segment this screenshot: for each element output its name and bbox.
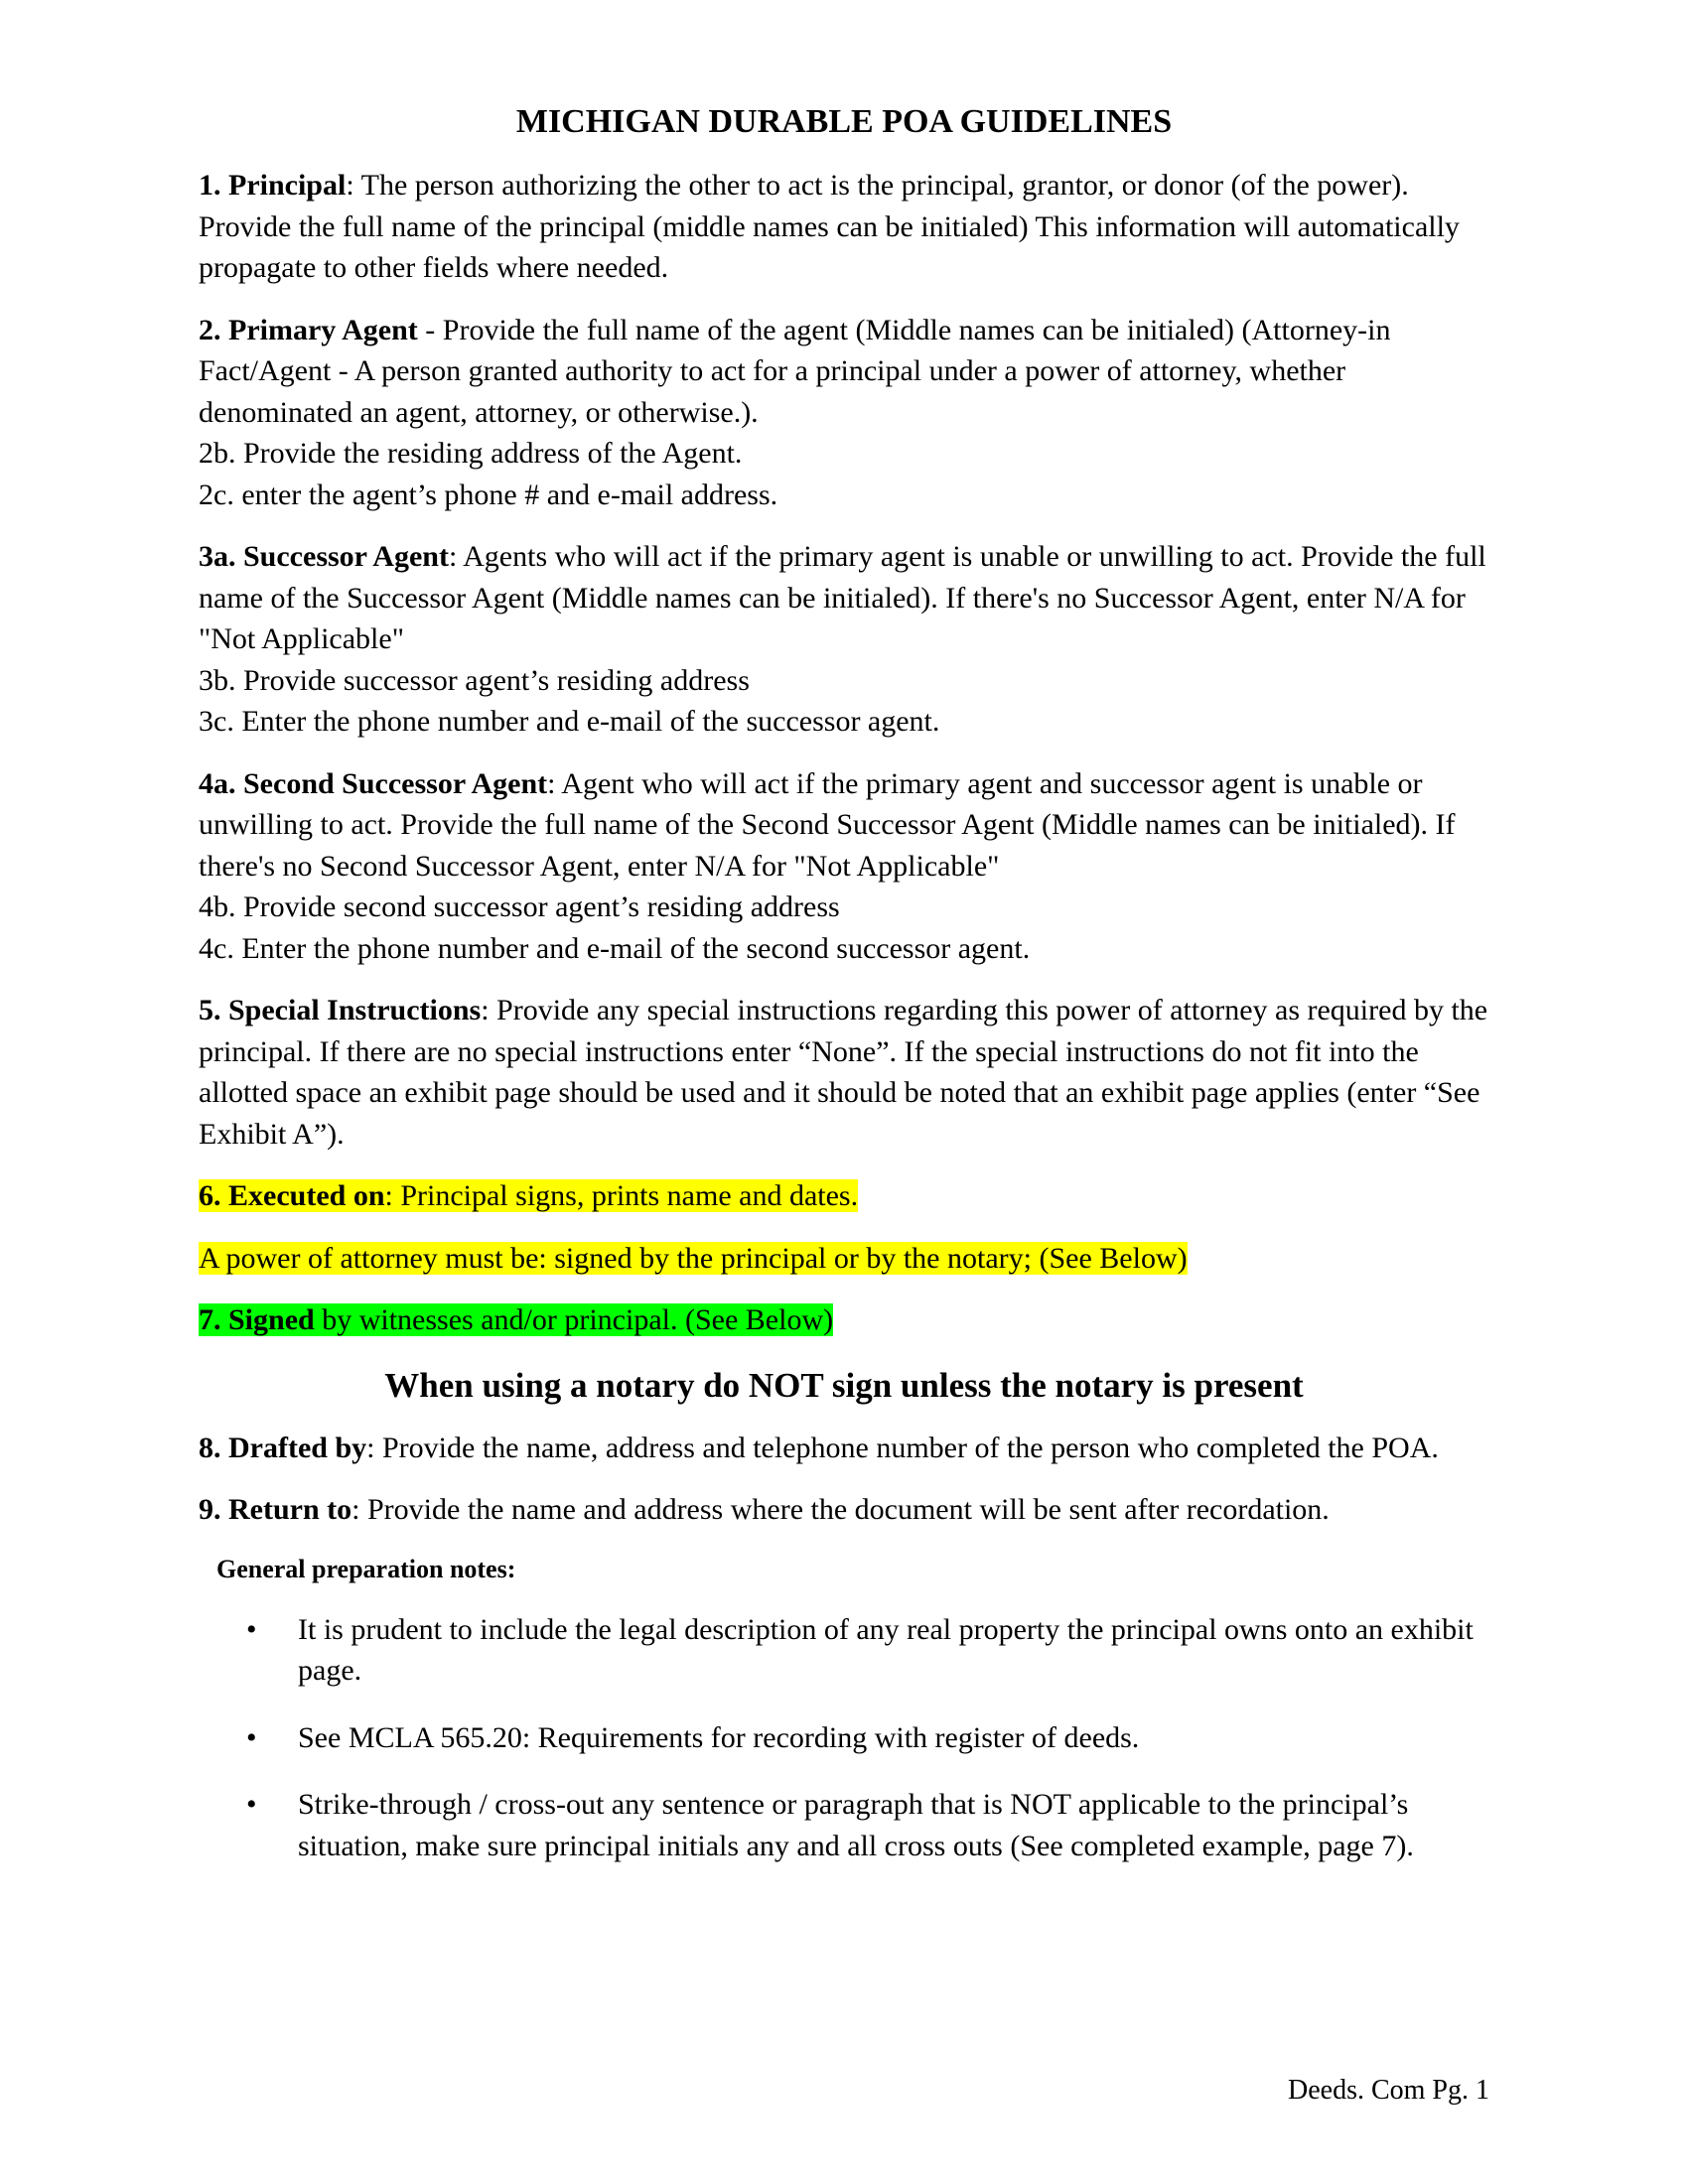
list-item <box>199 1717 1489 1759</box>
bullet-icon: • <box>246 1788 257 1821</box>
page-title: MICHIGAN DURABLE POA GUIDELINES <box>515 103 1173 140</box>
document-body <box>199 99 1489 1892</box>
section-successor-agent-contact: 3c. Enter the phone number and e-mail of the successor agent. <box>199 705 940 738</box>
section-drafted-by <box>199 1428 1489 1469</box>
section-primary-agent-label: 2. Primary Agent <box>199 313 418 346</box>
section-drafted-by-label: 8. Drafted by <box>199 1431 367 1464</box>
notary-warning: When using a notary do NOT sign unless the notary is present <box>384 1365 1304 1405</box>
section-successor-agent-address: 3b. Provide successor agent’s residing address <box>199 663 750 697</box>
notes-title: General preparation notes: <box>216 1554 516 1583</box>
page-footer: Deeds. Com Pg. 1 <box>1288 2075 1489 2106</box>
section-special-instructions-text: : Provide any special instructions regarding this power of attorney as required by the principal. If there are no special instructions enter “None”. If the special instructions do not fit into the allotted space an exhibit page should be used and it should be noted that an exhibit page applies (enter “See Exhibit A”). <box>199 994 1488 1151</box>
note-strike-through: Strike-through / cross-out any sentence or paragraph that is NOT applicable to the principal’s situation, make sure principal initials any and all cross outs (See completed example, page 7). <box>298 1788 1414 1862</box>
section-second-successor-agent-contact: 4c. Enter the phone number and e-mail of the second successor agent. <box>199 931 1031 965</box>
poa-signing-note <box>199 1238 1489 1280</box>
poa-signing-note-text: A power of attorney must be: signed by the principal or by the notary; (See Below) <box>199 1241 1188 1275</box>
section-second-successor-agent-address: 4b. Provide second successor agent’s residing address <box>199 890 840 923</box>
notes-list <box>199 1609 1489 1867</box>
section-second-successor-agent <box>199 763 1489 970</box>
bullet-icon: • <box>246 1612 257 1646</box>
section-principal <box>199 165 1489 289</box>
section-successor-agent-label: 3a. Successor Agent <box>199 540 449 573</box>
section-successor-agent-text: : Agents who will act if the primary agent is unable or unwilling to act. Provide the full name of the Successor Agent (Middle names can be initialed). If there's no Successor Agent, enter N/A for "Not Applicable" <box>199 540 1486 655</box>
executed-on-highlight <box>199 1179 858 1212</box>
section-successor-agent <box>199 536 1489 743</box>
section-primary-agent-address: 2b. Provide the residing address of the Agent. <box>199 437 743 470</box>
signed-highlight <box>199 1303 833 1336</box>
section-signed-label: 7. Signed <box>199 1303 315 1336</box>
section-return-to-label: 9. Return to <box>199 1493 352 1526</box>
section-executed-on-text: : Principal signs, prints name and dates. <box>384 1179 859 1212</box>
section-return-to <box>199 1489 1489 1531</box>
section-second-successor-agent-label: 4a. Second Successor Agent <box>199 766 548 800</box>
section-executed-on <box>199 1175 1489 1217</box>
section-principal-label: 1. Principal <box>199 169 347 202</box>
section-special-instructions-label: 5. Special Instructions <box>199 994 482 1026</box>
section-principal-text: : The person authorizing the other to act is the principal, grantor, or donor (of the power). Provide the full name of the principal (middle names can be initialed) This information will automatically propagate to other fields where needed. <box>199 169 1460 284</box>
section-signed <box>199 1299 1489 1341</box>
section-primary-agent-text: - Provide the full name of the agent (Middle names can be initialed) (Attorney-in Fact/Agent - A person granted authority to act for a principal under a power of attorney, whether denominated an agent, attorney, or otherwise.). <box>199 313 1391 429</box>
note-mcla: See MCLA 565.20: Requirements for recording with register of deeds. <box>298 1720 1140 1754</box>
section-primary-agent-contact: 2c. enter the agent’s phone # and e-mail address. <box>199 478 778 511</box>
list-item <box>199 1784 1489 1866</box>
list-item <box>199 1609 1489 1692</box>
section-drafted-by-text: : Provide the name, address and telephone number of the person who completed the POA. <box>366 1431 1439 1464</box>
note-legal-description: It is prudent to include the legal description of any real property the principal owns onto an exhibit page. <box>298 1612 1474 1687</box>
section-second-successor-agent-text: : Agent who will act if the primary agent and successor agent is unable or unwilling to act. Provide the full name of the Second Successor Agent (Middle names can be initialed). If there's no Second Successor Agent, enter N/A for "Not Applicable" <box>199 766 1456 883</box>
section-return-to-text: : Provide the name and address where the document will be sent after recordation. <box>352 1493 1330 1526</box>
section-special-instructions <box>199 990 1489 1155</box>
section-executed-on-label: 6. Executed on <box>199 1179 385 1212</box>
section-primary-agent <box>199 310 1489 516</box>
section-signed-text: by witnesses and/or principal. (See Below) <box>314 1303 834 1336</box>
bullet-icon: • <box>246 1720 257 1754</box>
